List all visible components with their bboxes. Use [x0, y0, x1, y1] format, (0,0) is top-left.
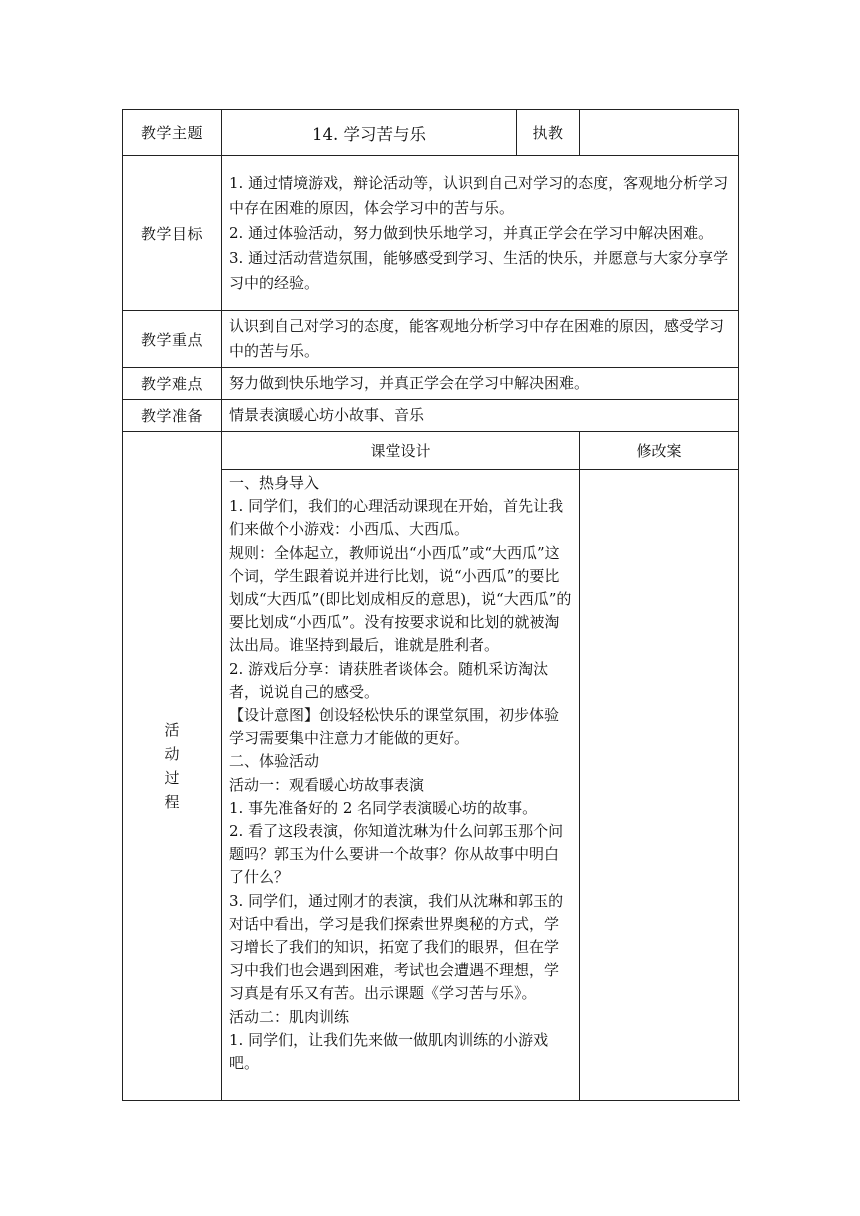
objective-item: 2. 通过体验活动，努力做到快乐地学习，并真正学会在学习中解决困难。	[229, 223, 714, 242]
key-points-label: 教学重点	[123, 311, 222, 368]
design-line: 2. 游戏后分享：请获胜者谈体会。随机采访淘汰者，说说自己的感受。	[229, 659, 549, 701]
process-label-char: 活	[164, 721, 180, 739]
design-line: 一、热身导入	[229, 474, 320, 492]
design-line: 3. 同学们，通过刚才的表演，我们从沈琳和郭玉的对话中看出，学习是我们探索世界奥秘的方式，学习增长了我们的知识，拓宽了我们的眼界，但在学习中我们也会遇到困难，考试也会遭遇不理想，学习真是有乐又有苦。出示课题《学习苦与乐》。	[229, 891, 564, 1003]
design-header: 课堂设计	[222, 432, 580, 470]
teacher-label: 执教	[517, 110, 580, 156]
revision-header: 修改案	[580, 432, 739, 470]
revision-content	[580, 470, 739, 1101]
design-line: 活动二：肌肉训练	[229, 1007, 350, 1026]
teacher-value	[580, 110, 739, 156]
theme-label: 教学主题	[123, 110, 222, 156]
design-line: 1. 同学们，让我们先来做一做肌肉训练的小游戏吧。	[229, 1030, 549, 1073]
design-content	[222, 470, 580, 1101]
design-line: 1. 同学们，我们的心理活动课现在开始，首先让我们来做个小游戏：小西瓜、大西瓜。	[229, 497, 564, 539]
objective-item: 3. 通过活动营造氛围，能够感受到学习、生活的快乐，并愿意与大家分享学习中的经验。	[229, 248, 729, 292]
lesson-plan-table	[122, 109, 739, 1101]
objective-item: 1. 通过情境游戏，辩论活动等，认识到自己对学习的态度，客观地分析学习中存在困难的原因，体会学习中的苦与乐。	[229, 173, 729, 217]
preparation-text: 情景表演暖心坊小故事、音乐	[222, 400, 739, 432]
design-line: 活动一：观看暖心坊故事表演	[229, 775, 425, 794]
design-line: 2. 看了这段表演，你知道沈琳为什么问郭玉那个问题吗？郭玉为什么要讲一个故事？你从故事中明白了什么？	[229, 822, 564, 887]
preparation-row	[123, 400, 739, 432]
process-header-row	[123, 432, 739, 470]
difficulties-label: 教学难点	[123, 368, 222, 400]
process-label	[123, 432, 222, 1101]
preparation-label: 教学准备	[123, 400, 222, 432]
design-line: 二、体验活动	[229, 752, 320, 771]
theme-row	[123, 110, 739, 156]
objectives-content	[222, 156, 739, 311]
key-points-text: 认识到自己对学习的态度，能客观地分析学习中存在困难的原因，感受学习中的苦与乐。	[222, 311, 739, 368]
design-line: 规则：全体起立，教师说出“小西瓜”或“大西瓜”这个词，学生跟着说并进行比划，说“小西瓜”的要比划成“大西瓜”(即比划成相反的意思)，说“大西瓜”的要比划成“小西瓜”。没有按要求说和比划的就被淘汰出局。谁坚持到最后，谁就是胜利者。	[229, 543, 572, 655]
difficulties-row	[123, 368, 739, 400]
theme-title: 14. 学习苦与乐	[222, 110, 517, 156]
objectives-row	[123, 156, 739, 311]
key-points-row	[123, 311, 739, 368]
process-label-char: 过	[164, 769, 180, 787]
process-label-char: 动	[164, 745, 180, 763]
objectives-label: 教学目标	[123, 156, 222, 311]
design-line: 1. 事先准备好的 2 名同学表演暖心坊的故事。	[229, 798, 538, 817]
difficulties-text: 努力做到快乐地学习，并真正学会在学习中解决困难。	[222, 368, 739, 400]
process-label-char: 程	[164, 793, 180, 811]
design-line: 【设计意图】创设轻松快乐的课堂氛围，初步体验学习需要集中注意力才能做的更好。	[229, 706, 560, 748]
